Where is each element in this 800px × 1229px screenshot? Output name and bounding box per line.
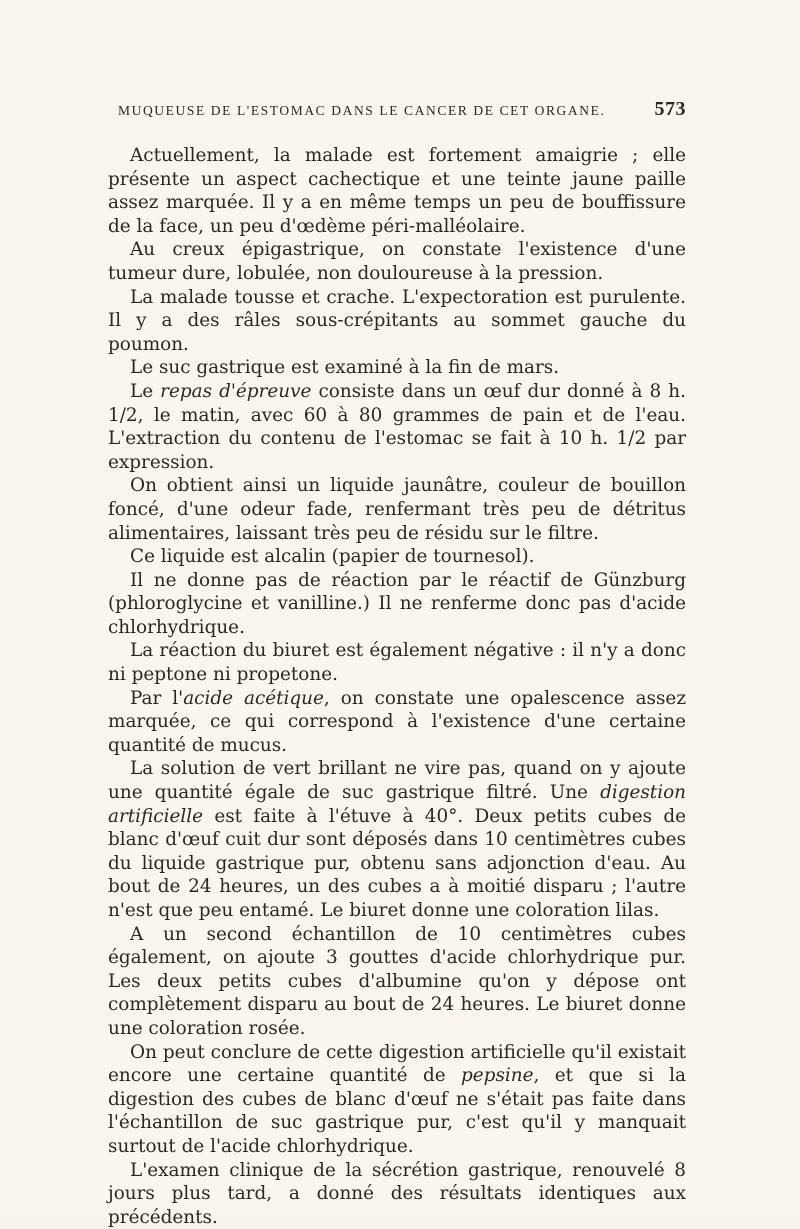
text-run: On peut conclure de cette digestion artificielle qu'il existait encore une certaine quantité de	[108, 1041, 686, 1087]
paragraph	[108, 356, 686, 380]
text-run: La solution de vert brillant ne vire pas, quand on y ajoute une quantité égale de suc gastrique filtré. Une	[108, 758, 686, 804]
text-run: , et que si la digestion des cubes de blanc d'œuf ne s'était pas faite dans l'échantillon de suc gastrique pur, c'est qu'il y manquait surtout de l'acide chlorhydrique.	[108, 1065, 686, 1157]
text-run: Par l'	[130, 687, 184, 709]
paragraph	[108, 639, 686, 686]
text-run: L'examen clinique de la sécrétion gastrique, renouvelé 8 jours plus tard, a donné des résultats identiques aux précédents.	[108, 1159, 686, 1228]
text-run: est faite à l'étuve à 40°. Deux petits cubes de blanc d'œuf cuit dur sont déposés dans 10 centimètres cubes du liquide gastrique pur, obtenu sans adjonction d'eau. Au bout de 24 heures, un des cubes a à moitié disparu ; l'autre n'est que peu entamé. Le biuret donne une coloration lilas.	[108, 805, 686, 921]
text-run: La malade tousse et crache. L'expectoration est purulente. Il y a des râles sous-crépitants au sommet gauche du poumon.	[108, 286, 686, 355]
paragraph	[108, 545, 686, 569]
text-run: Au creux épigastrique, on constate l'existence d'une tumeur dure, lobulée, non douloureuse à la pression.	[108, 239, 686, 284]
paragraph	[108, 757, 686, 922]
running-header	[118, 98, 686, 121]
paragraph	[108, 687, 686, 758]
text-run: Le	[130, 380, 161, 402]
page-number: 573	[654, 98, 686, 120]
text-run: Il ne donne pas de réaction par le réactif de Günzburg (phloroglycine et vanilline.) Il ne renferme donc pas d'acide chlorhydrique.	[108, 569, 686, 638]
text-run: Le suc gastrique est examiné à la fin de mars.	[130, 357, 560, 379]
italic-term: repas d'épreuve	[160, 380, 312, 402]
text-run: consiste dans un œuf dur donné à 8 h. 1/2, le matin, avec 60 à 80 grammes de pain et de l'eau. L'extraction du contenu de l'estomac se fait à 10 h. 1/2 par expression.	[108, 380, 686, 473]
paragraph	[108, 1159, 686, 1229]
text-run: Actuellement, la malade est fortement amaigrie ; elle présente un aspect cachectique et une teinte jaune paille assez marquée. Il y a en même temps un peu de bouffissure de la face, un peu d'œdème péri-malléolaire.	[108, 145, 686, 237]
body-text	[108, 144, 686, 1229]
paragraph	[108, 380, 686, 474]
paragraph	[108, 569, 686, 640]
italic-term: pepsine	[461, 1065, 534, 1087]
paragraph	[108, 286, 686, 357]
text-run: A un second échantillon de 10 centimètres cubes également, on ajoute 3 gouttes d'acide chlorhydrique pur. Les deux petits cubes d'albumine qu'on y dépose ont complètement disparu au bout de 24 heures. Le biuret donne une coloration rosée.	[108, 923, 686, 1039]
text-run: , on constate une opalescence assez marquée, ce qui correspond à l'existence d'une certaine quantité de mucus.	[108, 687, 687, 756]
paragraph	[108, 474, 686, 545]
paragraph	[108, 238, 686, 285]
text-run: Ce liquide est alcalin (papier de tournesol).	[130, 546, 535, 568]
running-title: MUQUEUSE DE L'ESTOMAC DANS LE CANCER DE CET ORGANE.	[118, 103, 606, 118]
text-run: On obtient ainsi un liquide jaunâtre, couleur de bouillon foncé, d'une odeur fade, renfermant très peu de détritus alimentaires, laissant très peu de résidu sur le filtre.	[108, 475, 686, 544]
italic-term: digestion artificielle	[108, 782, 686, 827]
italic-term: acide acétique	[183, 687, 324, 709]
paragraph	[108, 1041, 686, 1159]
text-run: La réaction du biuret est également négative : il n'y a donc ni peptone ni propetone.	[108, 640, 686, 686]
paragraph	[108, 923, 686, 1041]
paragraph	[108, 144, 686, 238]
